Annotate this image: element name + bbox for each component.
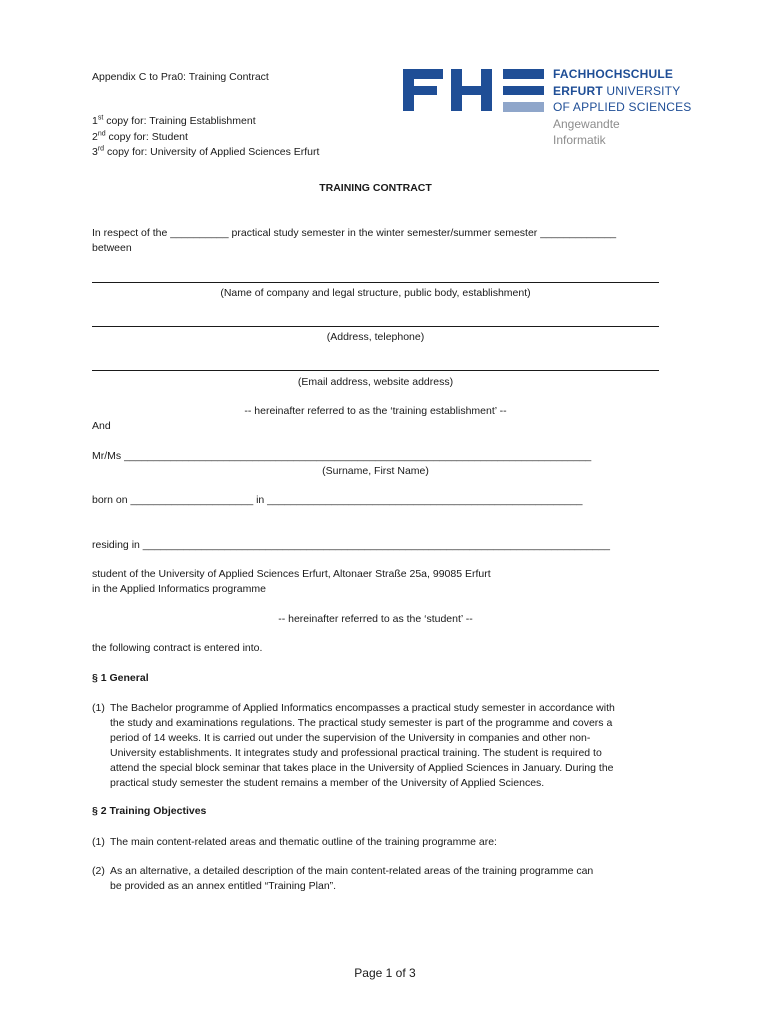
email-blank[interactable] bbox=[92, 370, 659, 371]
logo-line-5: Informatik bbox=[553, 133, 606, 147]
section-2-item-2: (2) As an alternative, a detailed description of the main content-related areas of the training programme can be provided as an annex entitled “Training Plan”. bbox=[92, 865, 594, 892]
contract-title: TRAINING CONTRACT bbox=[319, 182, 432, 194]
page-number: Page 1 of 3 bbox=[354, 966, 416, 980]
fhe-logo-mark bbox=[403, 69, 545, 113]
appendix-title: Appendix C to Pra0: Training Contract bbox=[92, 71, 269, 83]
establishment-reference: -- hereinafter referred to as the ‘training establishment’ -- bbox=[244, 405, 507, 417]
section-1-item-1: (1) The Bachelor programme of Applied Informatics encompasses a practical study semester in accordance with the study and examinations regulations. The practical study semester is part of the programme and covers a period of 14 weeks. It is carried out under the supervision of the University in companies and other non- University establishments. It integrates study and professional practical training. The student is required to attend the special block seminar that takes place in the University of Applied Sciences in January. During the practical study semester the student remains a member of the University of Applied Sciences. bbox=[92, 702, 615, 789]
student-affiliation: student of the University of Applied Sciences Erfurt, Altonaer Straße 25a, 99085 Erfurt bbox=[92, 568, 491, 580]
logo-line-4: Angewandte bbox=[553, 116, 620, 131]
between-label: between bbox=[92, 242, 132, 254]
address-label: (Address, telephone) bbox=[326, 331, 425, 343]
section-2-heading: § 2 Training Objectives bbox=[92, 805, 207, 817]
logo-line-2: ERFURT UNIVERSITY bbox=[553, 83, 681, 98]
logo-line-1: FACHHOCHSCHULE bbox=[553, 67, 674, 81]
university-logo-text bbox=[553, 66, 692, 149]
email-label: (Email address, website address) bbox=[297, 376, 454, 388]
copy-line-1: 1st copy for: Training Establishment bbox=[92, 114, 256, 127]
contract-entered: the following contract is entered into. bbox=[92, 642, 263, 654]
company-name-label: (Name of company and legal structure, public body, establishment) bbox=[220, 287, 531, 299]
student-reference: -- hereinafter referred to as the ‘student’ -- bbox=[278, 613, 473, 625]
mr-ms-field[interactable]: Mr/Ms ________________________________________________________________________________ bbox=[92, 450, 592, 462]
surname-label: (Surname, First Name) bbox=[322, 465, 429, 477]
company-name-blank[interactable] bbox=[92, 282, 659, 283]
and-label: And bbox=[92, 420, 111, 432]
student-programme: in the Applied Informatics programme bbox=[92, 583, 266, 595]
address-blank[interactable] bbox=[92, 326, 659, 327]
section-2-item-1: (1) The main content-related areas and thematic outline of the training programme are: bbox=[92, 836, 497, 848]
copy-line-3: 3rd copy for: University of Applied Sciences Erfurt bbox=[92, 145, 320, 158]
section-1-heading: § 1 General bbox=[92, 672, 149, 684]
semester-line: In respect of the __________ practical study semester in the winter semester/summer semester _____________ bbox=[92, 227, 617, 239]
logo-line-3: OF APPLIED SCIENCES bbox=[553, 100, 692, 114]
copy-distribution bbox=[92, 114, 319, 161]
birth-field[interactable]: born on _____________________ in ______________________________________________________ bbox=[92, 494, 583, 506]
residence-field[interactable]: residing in ________________________________________________________________________________ bbox=[92, 539, 610, 551]
copy-line-2: 2nd copy for: Student bbox=[92, 130, 188, 143]
